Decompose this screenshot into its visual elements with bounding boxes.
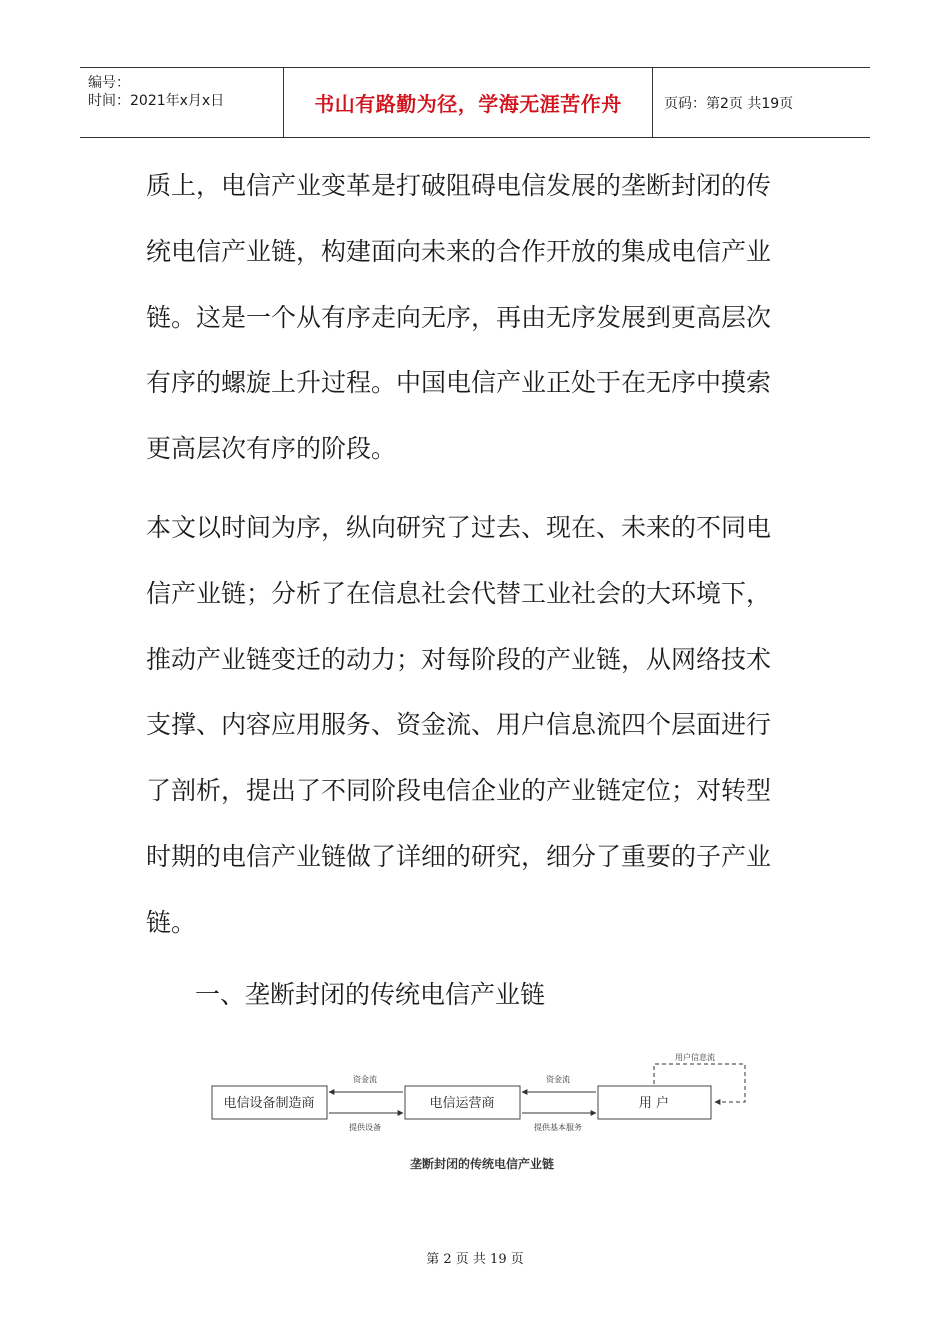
paragraph-line: 有序的螺旋上升过程。中国电信产业正处于在无序中摸索 [146,368,772,398]
header-page-cell [652,68,870,137]
figure-diagram [205,1050,765,1150]
header-motto: 书山有路勤为径，学海无涯苦作舟 [314,92,622,116]
paragraph-line: 时期的电信产业链做了详细的研究，细分了重要的子产业 [146,841,772,871]
paragraph-line: 质上，电信产业变革是打破阻碍电信发展的垄断封闭的传 [146,171,772,200]
header-page-info: 页码：第2页 共19页 [664,95,794,112]
box-user-label: 用 户 [638,1096,670,1111]
loop-label: 用户信息流 [675,1053,715,1062]
box-operator-label: 电信运营商 [429,1096,495,1111]
page-header [80,67,870,138]
paragraph-line: 本文以时间为序，纵向研究了过去、现在、未来的不同电 [146,513,772,542]
page-footer: 第 2 页 共 19 页 [426,1252,524,1267]
paragraph-line: 链。这是一个从有序走向无序，再由无序发展到更高层次 [146,302,772,332]
header-motto-cell [283,68,653,137]
arrow1-top-label: 资金流 [353,1075,377,1084]
document-date: 时间：2021年x月x日 [88,93,225,109]
paragraph-line: 信产业链；分析了在信息社会代替工业社会的大环境下， [146,578,772,608]
paragraph-1 [146,153,806,482]
arrow1-bottom-label: 提供设备 [349,1123,381,1132]
header-left-cell [80,68,283,137]
arrow2-bottom-label: 提供基本服务 [534,1123,582,1132]
section-heading: 一、垄断封闭的传统电信产业链 [195,980,546,1009]
document-number-label: 编号： [88,75,130,91]
arrow2-top-label: 资金流 [546,1075,570,1084]
paragraph-line: 了剖析，提出了不同阶段电信企业的产业链定位；对转型 [146,776,772,806]
paragraph-line: 统电信产业链，构建面向未来的合作开放的集成电信产业 [146,236,772,266]
paragraph-line: 链。 [146,907,197,937]
paragraph-2 [146,495,806,956]
figure-caption: 垄断封闭的传统电信产业链 [410,1157,555,1171]
box-equipment-maker-label: 电信设备制造商 [223,1096,315,1111]
paragraph-line: 更高层次有序的阶段。 [146,434,397,464]
paragraph-line: 推动产业链变迁的动力；对每阶段的产业链，从网络技术 [146,644,772,674]
paragraph-line: 支撑、内容应用服务、资金流、用户信息流四个层面进行 [146,710,772,740]
